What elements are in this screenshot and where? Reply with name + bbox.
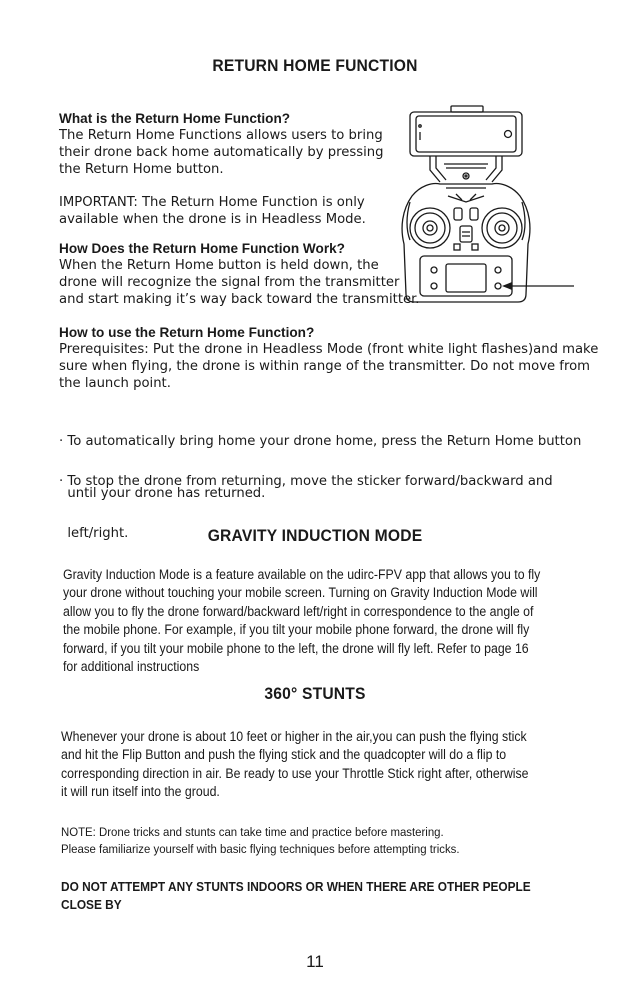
text-line: and hit the Flip Button and push the flying stick and the quadcopter will do a flip to	[61, 747, 507, 763]
text-line: the launch point.	[59, 376, 171, 392]
text-line: and start making it’s way back toward the transmitter.	[59, 292, 420, 308]
gravity-title: GRAVITY INDUCTION MODE	[207, 526, 423, 545]
text-line: for additional instructions	[63, 659, 200, 675]
q-how-to-use: How to use the Return Home Function?	[59, 325, 315, 340]
text-line: left/right.	[59, 526, 129, 542]
text-line: your drone without touching your mobile screen. Turning on Gravity Induction Mode will	[63, 585, 538, 601]
q-how-does-it-work: How Does the Return Home Function Work?	[59, 241, 345, 256]
text-line: the mobile phone. For example, if you tilt your mobile phone forward, the drone will fly	[63, 622, 530, 638]
text-line: Gravity Induction Mode is a feature available on the udirc-FPV app that allows you to fly	[63, 567, 541, 582]
arrow-icon	[502, 282, 512, 290]
text-line: until your drone has returned.	[59, 486, 266, 502]
text-line: · To automatically bring home your drone home, press the Return Home button	[59, 434, 582, 450]
text-line: sure when flying, the drone is within range of the transmitter. Do not move from	[59, 359, 591, 375]
a-what-is-return-home	[59, 127, 383, 179]
return-home-title: RETURN HOME FUNCTION	[212, 56, 418, 75]
text-line: DO NOT ATTEMPT ANY STUNTS INDOORS OR WHEN THERE ARE OTHER PEOPLE	[61, 879, 531, 894]
q-what-is-return-home: What is the Return Home Function?	[59, 111, 291, 126]
text-line: drone will recognize the signal from the transmitter	[59, 275, 400, 291]
text-line: available when the drone is in Headless Mode.	[59, 212, 366, 228]
gravity-paragraph	[63, 566, 540, 676]
text-line: Prerequisites: Put the drone in Headless Mode (front white light flashes)and make	[59, 342, 599, 357]
transmitter-illustration	[396, 104, 576, 310]
stunts-note	[61, 824, 460, 858]
text-line: Please familiarize yourself with basic flying techniques before attempting tricks.	[61, 842, 460, 857]
text-line: corresponding direction in air. Be ready to use your Throttle Stick right after, otherwise	[61, 765, 529, 781]
text-line: When the Return Home button is held down, the	[59, 258, 379, 273]
a-how-does-it-work	[59, 257, 420, 309]
text-line: CLOSE BY	[61, 896, 122, 912]
text-line: IMPORTANT: The Return Home Function is only	[59, 195, 365, 210]
stunts-paragraph	[61, 728, 528, 802]
text-line: allow you to fly the drone forward/backward left/right in correspondence to the angle of	[63, 603, 534, 619]
text-line: forward, if you tilt your mobile phone to the left, the drone will fly left. Refer to page 16	[63, 640, 529, 656]
text-line: · To stop the drone from returning, move the sticker forward/backward and	[59, 474, 553, 490]
stunts-title: 360° STUNTS	[264, 684, 366, 703]
text-line: Whenever your drone is about 10 feet or higher in the air,you can push the flying stick	[61, 729, 527, 744]
a-how-to-use	[59, 341, 598, 393]
text-line: NOTE: Drone tricks and stunts can take time and practice before mastering.	[61, 825, 444, 839]
text-line: it will run itself into the groud.	[61, 784, 220, 800]
page-number: 11	[306, 952, 324, 971]
stunts-warning	[61, 878, 531, 914]
text-line: the Return Home button.	[59, 162, 224, 178]
text-line: their drone back home automatically by pressing	[59, 145, 384, 161]
important-note	[59, 194, 366, 228]
text-line: The Return Home Functions allows users to bring	[59, 128, 383, 143]
